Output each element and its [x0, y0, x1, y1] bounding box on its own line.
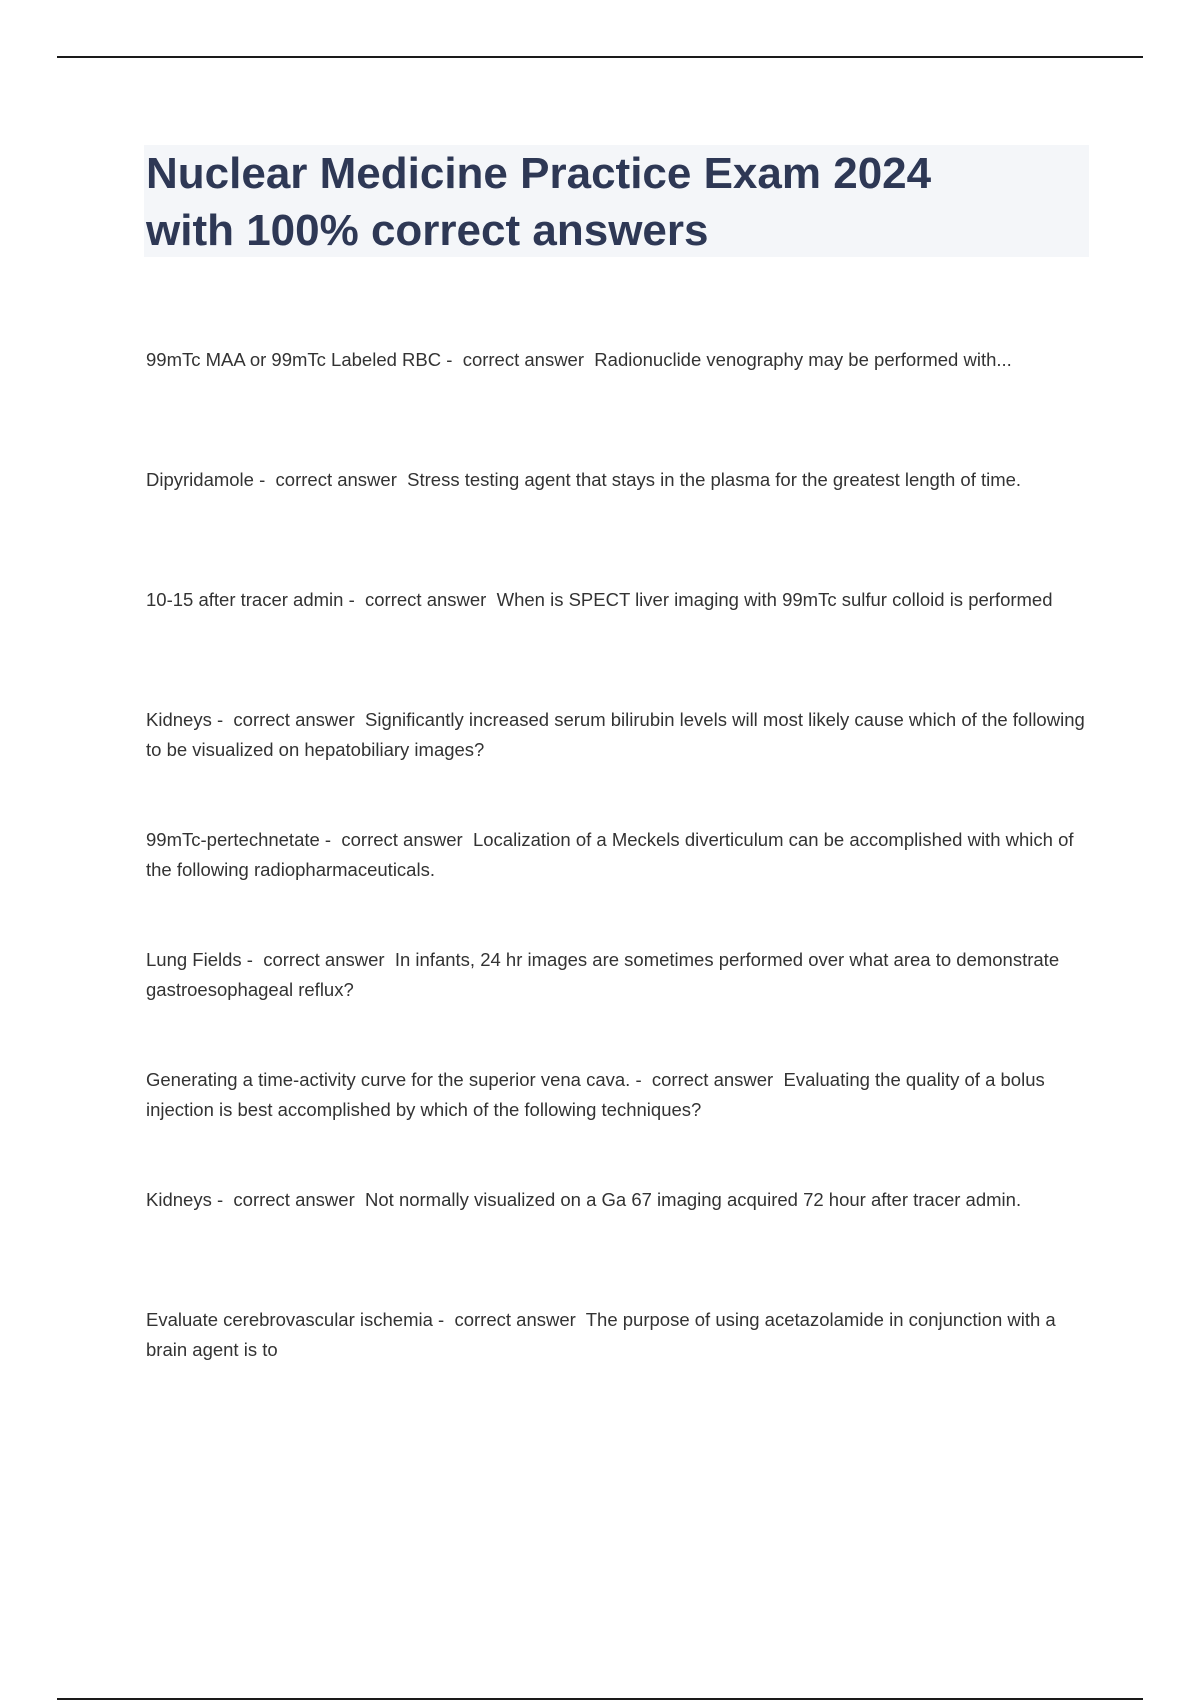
answer-separator: - correct answer [319, 829, 473, 850]
question-text: In infants, 24 hr images are sometimes performed over what area to demonstrate gastroesophageal reflux? [146, 949, 1060, 1000]
answer-text: Generating a time-activity curve for the superior vena cava. [146, 1069, 631, 1090]
qa-item [146, 1305, 1096, 1425]
answer-separator: - correct answer [343, 589, 497, 610]
question-text: Localization of a Meckels diverticulum can be accomplished with which of the following radiopharmaceuticals. [146, 829, 1074, 880]
answer-text: 10-15 after tracer admin [146, 589, 344, 610]
question-text: Significantly increased serum bilirubin levels will most likely cause which of the following to be visualized on hepatobiliary images? [146, 709, 1085, 760]
page-title [146, 145, 931, 259]
qa-list [146, 345, 1096, 1425]
question-text: Not normally visualized on a Ga 67 imaging acquired 72 hour after tracer admin. [365, 1189, 1022, 1210]
title-line-2: with 100% correct answers [146, 206, 709, 255]
answer-text: 99mTc-pertechnetate [146, 829, 320, 850]
answer-text: Dipyridamole [146, 469, 254, 490]
question-text: Stress testing agent that stays in the plasma for the greatest length of time. [407, 469, 1022, 490]
question-text: When is SPECT liver imaging with 99mTc sulfur colloid is performed [496, 589, 1053, 610]
answer-separator: - correct answer [211, 1189, 366, 1210]
answer-text: Lung Fields [146, 949, 242, 970]
qa-item [146, 705, 1096, 825]
answer-separator: - correct answer [211, 709, 366, 730]
qa-item [146, 1185, 1096, 1305]
answer-separator: - correct answer [432, 1309, 586, 1330]
qa-item [146, 945, 1096, 1065]
answer-text: 99mTc MAA or 99mTc Labeled RBC [146, 349, 442, 370]
answer-text: Evaluate cerebrovascular ischemia [146, 1309, 433, 1330]
qa-item [146, 465, 1096, 585]
question-text: Radionuclide venography may be performed with... [594, 349, 1012, 370]
question-text: Evaluating the quality of a bolus injection is best accomplished by which of the following techniques? [146, 1069, 1045, 1120]
top-rule [57, 56, 1143, 58]
answer-text: Kidneys [146, 1189, 212, 1210]
qa-item [146, 345, 1096, 465]
answer-separator: - correct answer [253, 469, 408, 490]
answer-separator: - correct answer [630, 1069, 784, 1090]
qa-item [146, 825, 1096, 945]
qa-item [146, 585, 1096, 705]
answer-separator: - correct answer [441, 349, 595, 370]
answer-text: Kidneys [146, 709, 212, 730]
title-line-1: Nuclear Medicine Practice Exam 2024 [146, 149, 932, 198]
qa-item [146, 1065, 1096, 1185]
title-banner [144, 145, 1089, 257]
question-text: The purpose of using acetazolamide in conjunction with a brain agent is to [146, 1309, 1056, 1360]
answer-separator: - correct answer [241, 949, 395, 970]
